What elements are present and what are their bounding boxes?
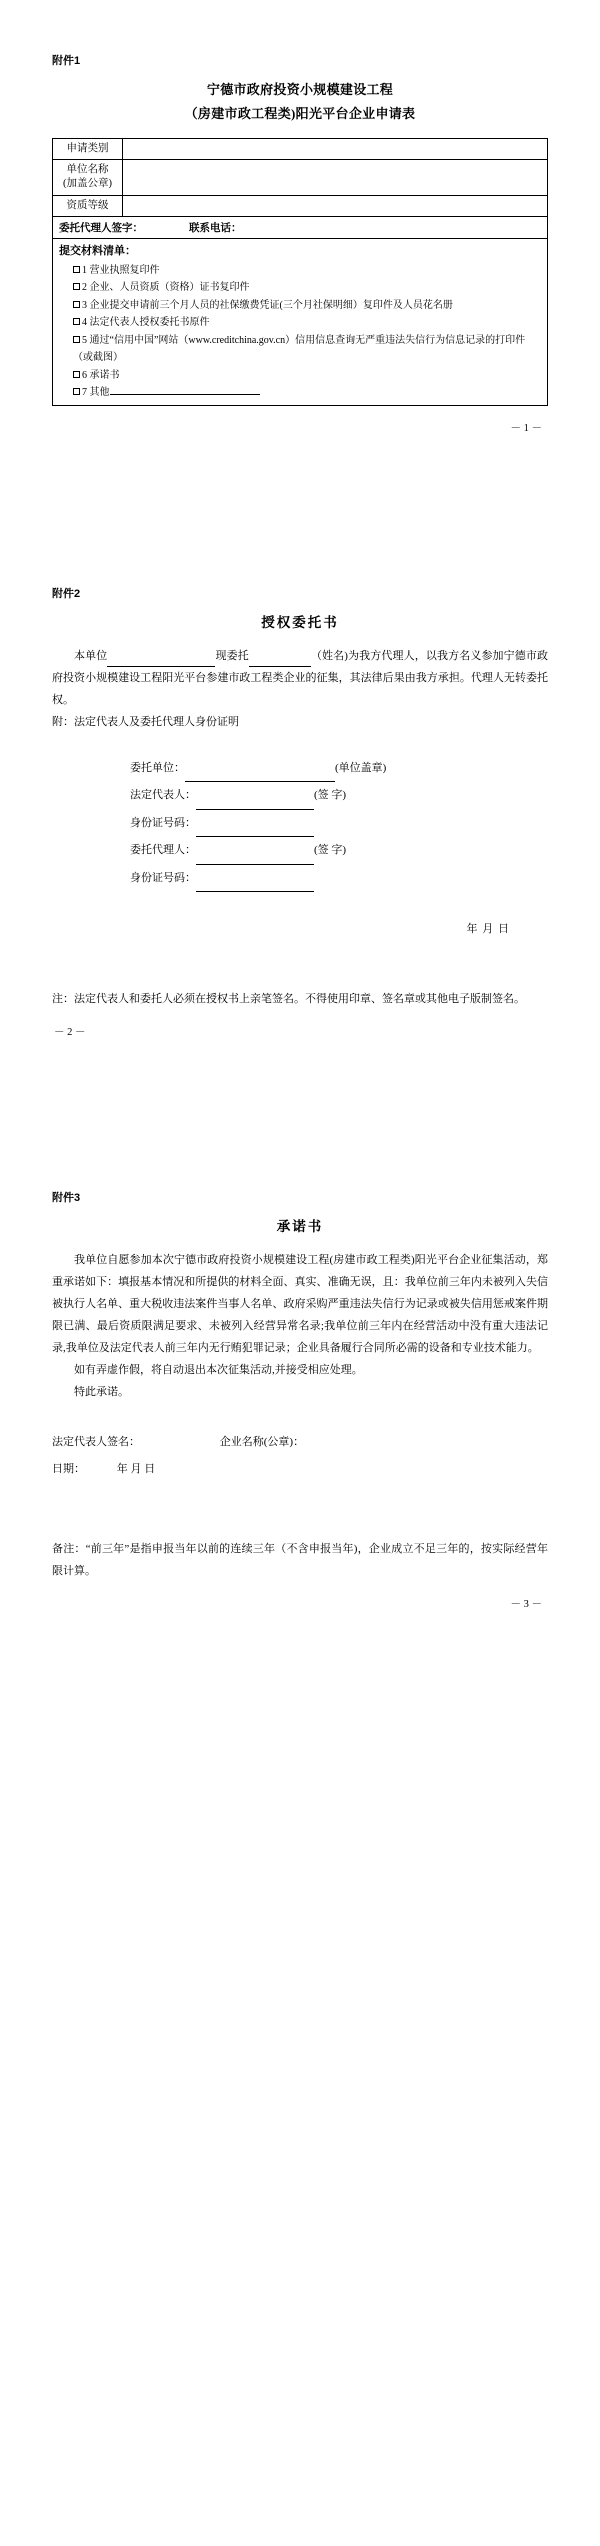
- checkbox-icon[interactable]: [73, 388, 80, 395]
- sign-blank[interactable]: [196, 798, 314, 810]
- field-label-unit-name: [53, 160, 123, 195]
- table-row: [53, 139, 548, 160]
- sign-row-legal-rep-id: [130, 810, 548, 838]
- list-item[interactable]: [59, 279, 541, 297]
- list-item[interactable]: [59, 314, 541, 332]
- list-item[interactable]: [59, 262, 541, 280]
- date-label: 日期：: [52, 1462, 85, 1475]
- table-row: [53, 195, 548, 216]
- page3-paragraph-3: 特此承诺。: [74, 1386, 129, 1399]
- checklist-item-label: 2 企业、人员资质（资格）证书复印件: [82, 282, 250, 294]
- sign-blank[interactable]: [185, 770, 335, 782]
- checklist-item-label: 3 企业提交申请前三个月人员的社保缴费凭证(三个月社保明细）复印件及人员花名册: [82, 299, 453, 311]
- checklist-cell: [53, 238, 548, 405]
- sign-suffix: (单位盖章): [335, 761, 387, 774]
- sign-label: 身份证号码：: [130, 816, 196, 829]
- page-number-2: － 2 －: [54, 1027, 86, 1039]
- field-label-qualification: 资质等级: [53, 195, 123, 216]
- company-name-label: 企业名称(公章)：: [219, 1436, 305, 1449]
- sign-label: 委托单位：: [130, 761, 185, 774]
- checklist-item-label: 1 营业执照复印件: [82, 264, 160, 276]
- list-item[interactable]: [59, 332, 541, 367]
- sign-row-date: [52, 1456, 548, 1482]
- date-value: 年 月 日: [116, 1462, 156, 1475]
- list-item[interactable]: [59, 384, 541, 402]
- page3-signature-block: [52, 1429, 548, 1482]
- legal-rep-name-label: 法定代表人签名：: [52, 1436, 140, 1449]
- page1-title-line-1: 宁德市政府投资小规模建设工程: [206, 82, 394, 97]
- page-number-3: － 3 －: [510, 1599, 542, 1611]
- sign-row-entrust-unit: [130, 755, 548, 783]
- page1-title: [52, 78, 548, 126]
- page1-title-line-2: （房建市政工程类)阳光平台企业申请表: [184, 106, 416, 122]
- page-2: [0, 585, 600, 1040]
- checklist-item-label: 5 通过“信用中国”网站（www.creditchina.gov.cn）信用信息查询无严重违法失信行为信息记录的打印件（或截图）: [73, 334, 526, 364]
- sign-label: 委托代理人：: [130, 844, 196, 857]
- checkbox-icon[interactable]: [73, 371, 80, 378]
- checklist-item-label: 7 其他: [82, 387, 110, 399]
- checklist-item-label: 4 法定代表人授权委托书原件: [82, 317, 210, 329]
- checklist-title: 提交材料清单：: [59, 244, 136, 257]
- attachment-label-1: 附件1: [52, 55, 81, 67]
- page3-bottom-spacer: [0, 1611, 600, 1657]
- sign-row-legal-rep: [130, 782, 548, 810]
- page2-paragraph-1: [52, 645, 548, 711]
- other-fill-blank[interactable]: [110, 385, 260, 395]
- sign-label: 法定代表人：: [130, 789, 196, 802]
- agent-signature-label: 委托代理人签字：: [59, 222, 143, 234]
- field-input-unit-name[interactable]: [123, 160, 548, 195]
- field-label-category: 申请类别: [53, 139, 123, 160]
- page1-top-spacer: [0, 0, 600, 52]
- sign-blank[interactable]: [196, 880, 314, 892]
- table-row: [53, 216, 548, 238]
- page-number-1: － 1 －: [510, 422, 542, 434]
- entrustor-blank[interactable]: [107, 655, 215, 667]
- page3-title: 承诺书: [276, 1219, 324, 1235]
- table-row: [53, 238, 548, 405]
- page3-remark: 备注：“前三年”是指申报当年以前的连续三年（不含申报当年)，企业成立不足三年的，按实际经营年限计算。: [52, 1543, 548, 1578]
- checkbox-icon[interactable]: [73, 283, 80, 290]
- field-label-unit-name-line2: (加盖公章): [63, 178, 112, 190]
- page2-paragraph-2: 附：法定代表人及委托代理人身份证明: [52, 715, 239, 728]
- checkbox-icon[interactable]: [73, 318, 80, 325]
- page2-title: 授权委托书: [261, 614, 339, 630]
- page3-paragraph-1: 我单位自愿参加本次宁德市政府投资小规模建设工程(房建市政工程类)阳光平台企业征集活动，郑重承诺如下：填报基本情况和所提供的材料全面、真实、准确无误，且：我单位前三年内未被列入失信被执行人名单、重大税收违法案件当事人名单、政府采购严重违法失信行为记录或被失信用惩戒案件期限已满、最后资质限满足要求、未被列入经营异常名录;我单位前三年内在经营活动中没有重大违法记录,我单位及法定代表人前三年内无行贿犯罪记录；企业具备履行合同所必需的设备和专业技术能力。: [52, 1254, 548, 1355]
- list-item[interactable]: [59, 367, 541, 385]
- agent-signature-row: [53, 216, 548, 238]
- attachment-label-3: 附件3: [52, 1192, 81, 1205]
- page2-date-line: 年 月 日: [466, 923, 510, 936]
- sign-row-legal-rep-name: [52, 1429, 548, 1455]
- p2-text-c: （姓名)为我方代理人，以我方名义参加宁德市政府投资小规模建设工程阳光平台参建市政工程类企业的征集，其法律后果由我方承担。代理人无转委托权。: [52, 649, 549, 706]
- table-row: [53, 160, 548, 195]
- checkbox-icon[interactable]: [73, 336, 80, 343]
- page1-bottom-spacer: [0, 435, 600, 585]
- page-3: [0, 1189, 600, 1611]
- page2-note: 注：法定代表人和委托人必须在授权书上亲笔签名。不得使用印章、签名章或其他电子版制签名。: [52, 993, 525, 1006]
- page3-paragraph-2: 如有弄虚作假，将自动退出本次征集活动,并接受相应处理。: [74, 1364, 363, 1377]
- checkbox-icon[interactable]: [73, 301, 80, 308]
- list-item[interactable]: [59, 297, 541, 315]
- contact-phone-label: 联系电话：: [189, 222, 242, 234]
- checkbox-icon[interactable]: [73, 266, 80, 273]
- sign-blank[interactable]: [196, 825, 314, 837]
- sign-suffix: (签 字): [314, 789, 347, 802]
- sign-row-agent-id: [130, 865, 548, 893]
- checklist-item-label: 6 承诺书: [82, 369, 120, 381]
- checklist: [59, 262, 541, 402]
- application-form-table: [52, 138, 548, 406]
- sign-label: 身份证号码：: [130, 871, 196, 884]
- field-input-category[interactable]: [123, 139, 548, 160]
- sign-suffix: (签 字): [314, 844, 347, 857]
- agent-name-blank[interactable]: [249, 655, 311, 667]
- page2-signature-block: [52, 755, 548, 893]
- sign-row-agent: [130, 837, 548, 865]
- field-label-unit-name-line1: 单位名称: [66, 164, 109, 176]
- attachment-label-2: 附件2: [52, 587, 81, 600]
- page-1: [0, 52, 600, 435]
- p2-text-a: 本单位: [74, 649, 108, 662]
- field-input-qualification[interactable]: [123, 195, 548, 216]
- p2-text-b: 现委托: [215, 649, 249, 662]
- agent-signature-group: [59, 220, 541, 235]
- sign-blank[interactable]: [196, 853, 314, 865]
- page2-bottom-spacer: [0, 1039, 600, 1189]
